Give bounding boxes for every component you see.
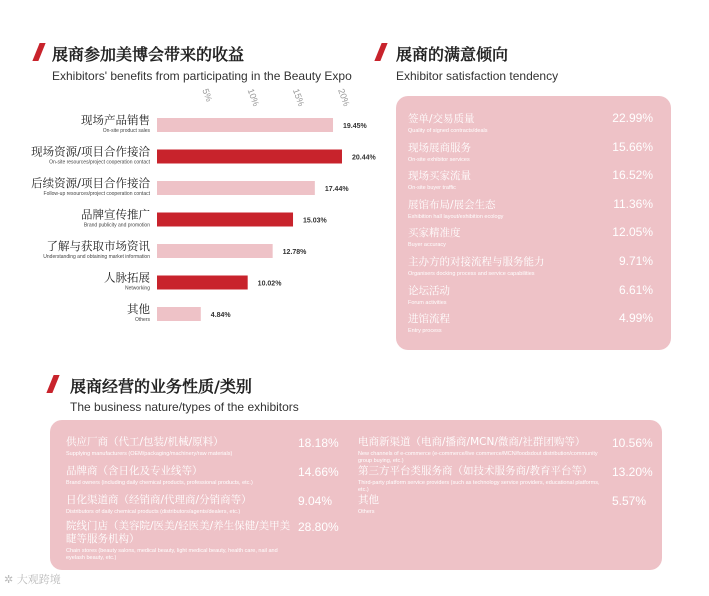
business-sub-label: Chain stores (beauty salons, medical beauty, light medical beauty, health care, nail and eyelash beauty, etc.) <box>66 548 278 561</box>
business-value: 10.56% <box>612 436 653 450</box>
business-value: 14.66% <box>298 465 339 479</box>
category-label: 现场资源/项目合作接洽 <box>31 144 150 159</box>
satisfaction-item <box>408 111 653 134</box>
business-label: 电商新渠道（电商/播商/MCN/微商/社群团购等） <box>358 436 586 448</box>
satisfaction-value: 16.52% <box>612 168 653 183</box>
category-sub-label: Brand publicity and promotion <box>83 222 150 229</box>
bar <box>157 118 333 132</box>
satisfaction-sub-label: Exhibition hall layout/exhibition ecology <box>408 213 504 220</box>
bar-value-label: 12.78% <box>282 249 307 256</box>
business-value: 5.57% <box>612 494 647 508</box>
satisfaction-label: 现场买家流量 <box>408 170 471 183</box>
satisfaction-item <box>408 283 653 306</box>
satisfaction-item <box>408 311 653 334</box>
business-sub-label: Others <box>358 509 375 515</box>
watermark-icon: ✲ <box>4 573 17 586</box>
satisfaction-value: 11.36% <box>613 196 653 211</box>
business-item <box>66 465 291 487</box>
satisfaction-value: 9.71% <box>618 254 653 268</box>
category-label: 现场产品销售 <box>81 113 150 127</box>
bar-value-label: 15.03% <box>303 217 327 225</box>
satisfaction-label: 现场展商服务 <box>408 141 471 154</box>
bar-value-label: 20.44% <box>351 154 376 162</box>
business-item <box>66 520 291 562</box>
satisfaction-item <box>408 225 653 248</box>
business-label: 院线门店（美容院/医美/轻医美/养生保健/美甲美睫等服务机构） <box>66 520 291 545</box>
business-sub-label: Third-party platform service providers (such as technology service providers, educational platforms, etc.) <box>358 480 600 493</box>
satisfaction-label: 买家精准度 <box>408 227 461 240</box>
category-sub-label: On-site resources/project cooperation contact <box>49 159 150 166</box>
satisfaction-sub-label: Quality of signed contracts/deals <box>408 128 488 134</box>
business-subtitle: The business nature/types of the exhibitors <box>70 400 299 414</box>
section-marker-icon <box>32 43 45 61</box>
business-item <box>358 494 608 516</box>
category-sub-label: Follow-up resources/project cooperation contact <box>43 191 150 197</box>
business-value: 28.80% <box>298 520 339 534</box>
section-marker-icon <box>46 375 59 393</box>
satisfaction-item <box>408 197 653 220</box>
business-item <box>66 494 291 516</box>
business-value: 9.04% <box>298 494 333 508</box>
x-tick-label: 15% <box>290 87 307 108</box>
category-sub-label: Networking <box>124 285 150 292</box>
satisfaction-item <box>408 140 653 163</box>
satisfaction-item <box>408 254 653 277</box>
benefits-subtitle: Exhibitors' benefits from participating in the Beauty Expo <box>52 69 352 83</box>
business-value: 18.18% <box>298 436 339 450</box>
satisfaction-sub-label: On-site exhibitor services <box>408 156 470 163</box>
bar <box>157 276 248 290</box>
business-title: 展商经营的业务性质/类别 <box>70 377 252 396</box>
section-marker-icon <box>374 43 387 61</box>
category-label: 其他 <box>127 302 150 316</box>
satisfaction-label: 主办方的对接流程与服务能力 <box>408 256 545 268</box>
bar <box>157 307 201 321</box>
category-sub-label: Others <box>134 317 150 323</box>
business-item <box>358 465 608 494</box>
satisfaction-subtitle: Exhibitor satisfaction tendency <box>396 69 559 83</box>
satisfaction-sub-label: On-site buyer traffic <box>408 185 456 192</box>
business-label: 其他 <box>358 494 379 506</box>
x-tick-label: 10% <box>245 87 262 108</box>
category-sub-label: Understanding and obtaining market information <box>43 254 150 260</box>
x-tick-label: 5% <box>200 87 215 103</box>
bar-value-label: 10.02% <box>257 280 282 288</box>
category-label: 后续资源/项目合作接洽 <box>31 176 150 190</box>
satisfaction-title: 展商的满意倾向 <box>396 45 509 64</box>
bar-value-label: 17.44% <box>324 186 349 193</box>
satisfaction-value: 6.61% <box>618 282 653 297</box>
satisfaction-value: 22.99% <box>612 111 653 125</box>
benefits-bar-chart <box>0 85 376 335</box>
satisfaction-sub-label: Entry process <box>408 328 442 335</box>
business-label: 第三方平台类服务商（如技术服务商/教育平台等） <box>358 465 593 477</box>
bar-value-label: 19.45% <box>343 123 367 130</box>
satisfaction-sub-label: Forum activities <box>408 299 447 306</box>
satisfaction-label: 论坛活动 <box>408 284 450 297</box>
business-label: 品牌商（含日化及专业线等） <box>66 465 203 477</box>
satisfaction-label: 进馆流程 <box>408 313 450 326</box>
benefits-title: 展商参加美博会带来的收益 <box>52 45 245 64</box>
satisfaction-item <box>408 168 653 191</box>
business-item <box>358 436 608 465</box>
x-tick-label: 20% <box>336 87 352 108</box>
business-sub-label: New channels of e-commerce (e-commerce/live commerce/MCN/foodsdout distribution/community group buying, etc.) <box>358 451 598 464</box>
business-sub-label: Distributors of daily chemical products (distributors/agents/dealers, etc.) <box>66 509 241 515</box>
category-label: 人脉拓展 <box>104 270 150 285</box>
category-sub-label: On-site product sales <box>102 128 150 134</box>
satisfaction-value: 4.99% <box>618 311 653 326</box>
bar <box>157 213 293 227</box>
satisfaction-sub-label: Buyer accuracy <box>408 242 446 249</box>
category-label: 了解与获取市场资讯 <box>46 239 150 253</box>
business-sub-label: Brand owners (including daily chemical products, professional products, etc.) <box>66 480 253 486</box>
satisfaction-sub-label: Organisers docking process and service capabilities <box>408 271 535 277</box>
business-label: 供应厂商（代工/包装/机械/原料） <box>66 436 224 448</box>
satisfaction-value: 15.66% <box>612 139 653 154</box>
business-item <box>66 436 291 458</box>
bar <box>157 150 342 164</box>
category-label: 品牌宣传推广 <box>81 207 150 222</box>
business-label: 日化渠道商（经销商/代理商/分销商等） <box>66 494 252 506</box>
bar <box>157 181 315 195</box>
business-value: 13.20% <box>612 465 653 479</box>
bar-value-label: 4.84% <box>210 312 231 319</box>
watermark: ✲ 大观跨境 <box>4 573 61 586</box>
bar <box>157 244 273 258</box>
satisfaction-label: 展馆布局/展会生态 <box>408 198 496 211</box>
business-sub-label: Supplying manufacturers (OEM/packaging/machinery/raw materials) <box>66 451 233 457</box>
satisfaction-label: 签单/交易质量 <box>408 113 475 125</box>
satisfaction-value: 12.05% <box>612 225 653 240</box>
